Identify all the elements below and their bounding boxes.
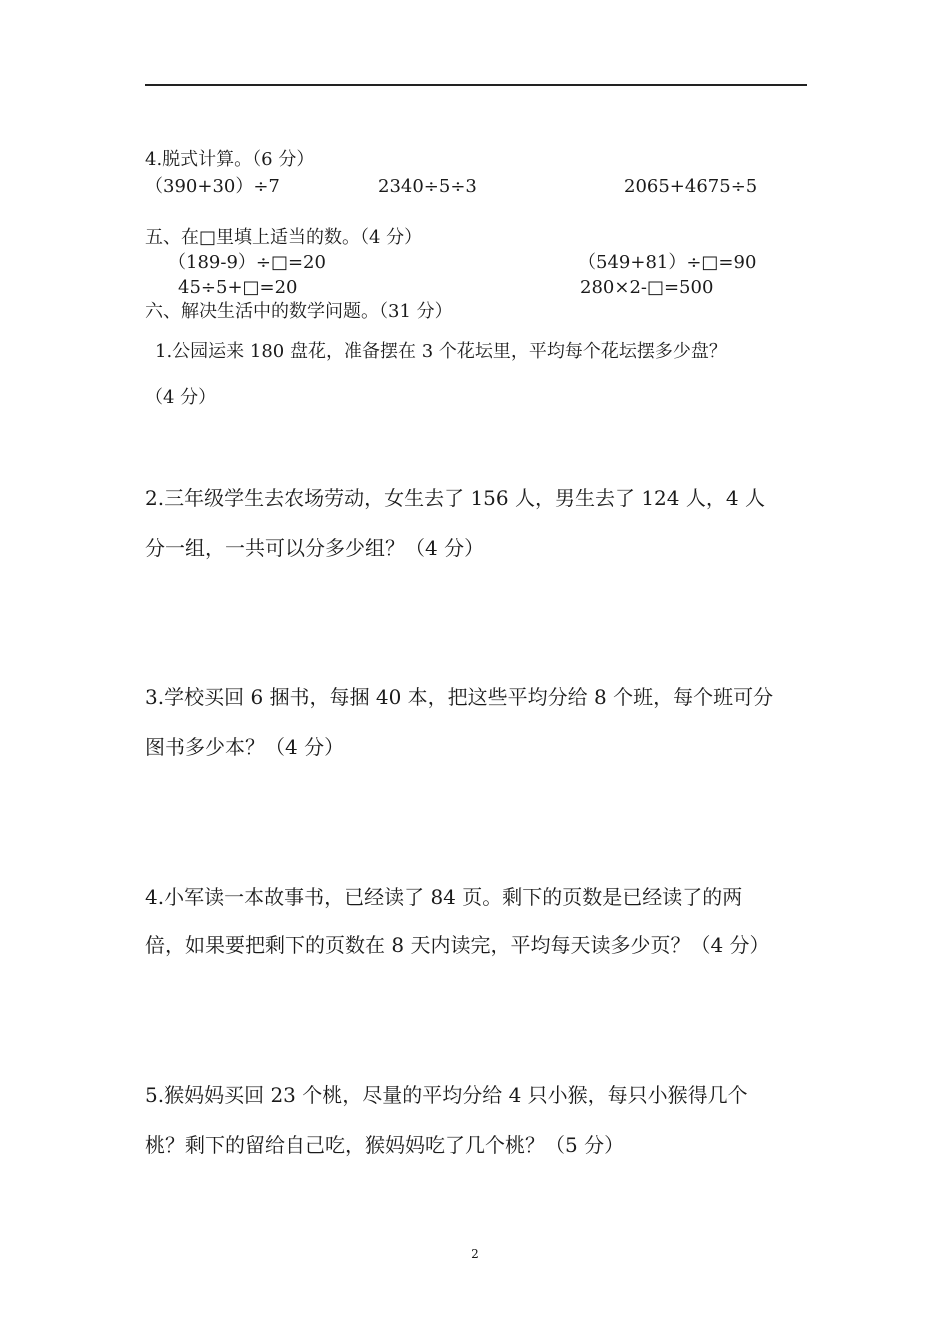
section4-title: 4.脱式计算。（6 分）	[145, 149, 315, 170]
problem-5-line-2: 桃？剩下的留给自己吃，猴妈妈吃了几个桃？（5 分）	[145, 1133, 625, 1157]
problem-3-line-1: 3.学校买回 6 捆书，每捆 40 本，把这些平均分给 8 个班，每个班可分	[145, 685, 774, 709]
fill-item-3: 45÷5+□=20	[178, 277, 298, 298]
problem-3-line-2: 图书多少本？（4 分）	[145, 735, 345, 759]
problem-1-line-1: 1.公园运来 180 盘花，准备摆在 3 个花坛里，平均每个花坛摆多少盘？	[155, 341, 727, 362]
problem-1-line-2: （4 分）	[145, 387, 217, 408]
problem-4-line-1: 4.小军读一本故事书，已经读了 84 页。剩下的页数是已经读了的两	[145, 885, 743, 909]
problem-5-line-1: 5.猴妈妈买回 23 个桃，尽量的平均分给 4 只小猴，每只小猴得几个	[145, 1083, 748, 1107]
calc-item-3: 2065+4675÷5	[624, 176, 758, 197]
calc-item-2: 2340÷5÷3	[378, 176, 477, 197]
header-rule	[145, 84, 807, 86]
problem-2-line-2: 分一组，一共可以分多少组？（4 分）	[145, 536, 485, 560]
problem-4-line-2: 倍，如果要把剩下的页数在 8 天内读完，平均每天读多少页？（4 分）	[145, 933, 770, 957]
section5-title: 五、在□里填上适当的数。（4 分）	[145, 227, 423, 248]
section6-title: 六、解决生活中的数学问题。（31 分）	[145, 301, 453, 322]
problem-2-line-1: 2.三年级学生去农场劳动，女生去了 156 人，男生去了 124 人，4 人	[145, 486, 765, 510]
fill-item-4: 280×2-□=500	[580, 277, 714, 298]
fill-item-2: （549+81）÷□=90	[578, 252, 757, 273]
fill-item-1: （189-9）÷□=20	[168, 252, 326, 273]
page-number: 2	[471, 1247, 479, 1261]
calc-item-1: （390+30）÷7	[145, 176, 280, 197]
